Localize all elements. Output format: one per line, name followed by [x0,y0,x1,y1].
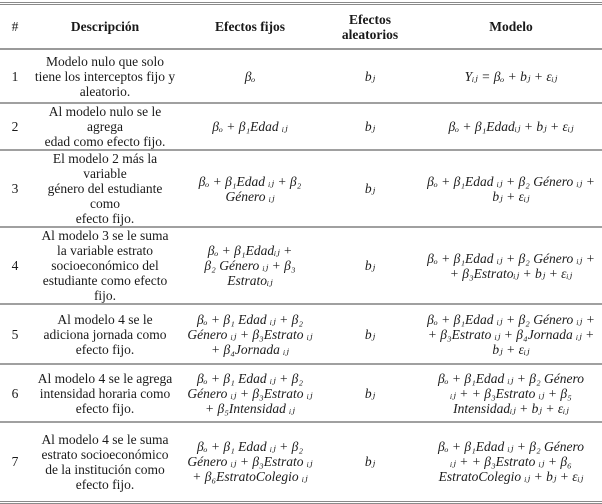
desc-line: Al modelo 4 se le [57,311,153,327]
fixed-line: + β₄Jornada ᵢⱼ [211,341,289,357]
fixed-line: Género ᵢⱼ + β₃Estrato ᵢⱼ [187,454,313,470]
desc-line: intensidad horaria como [39,385,171,401]
desc-line: género del estudiante como [47,181,163,211]
row-number: 3 [0,150,30,227]
description-cell [30,150,180,227]
fixed-line: β₂ Género ᵢⱼ + β₃ [204,258,296,273]
fixed-line: βₒ + β₁Edad ᵢⱼ + β₂ [198,173,302,189]
fixed-effects-cell [180,150,320,227]
desc-line: El modelo 2 más la variable [52,151,158,181]
fixed-effects-cell [180,422,320,502]
fixed-effects-cell [180,364,320,422]
table-row [0,422,602,502]
model-line: EstratoColegio ᵢⱼ + bⱼ + εᵢⱼ [438,469,584,485]
model-cell [420,304,602,364]
desc-line: socioeconómico del [51,258,159,273]
header-model: Modelo [420,4,602,50]
fixed-effects-cell [180,49,320,103]
model-cell [420,364,602,422]
model-line: βₒ + β₁Edad ᵢⱼ + β₂ Género [437,370,585,386]
table-row [0,364,602,422]
desc-line: edad como efecto fijo. [44,134,166,149]
table-row [0,304,602,364]
fixed-line: + β₅Intensidad ᵢⱼ [205,400,295,416]
desc-line: efecto fijo. [75,211,135,226]
model-line: + β₃Estratoᵢⱼ + bⱼ + εᵢⱼ [449,265,573,281]
desc-line: Al modelo 4 se le agrega [37,370,173,386]
header-random-line: Efectos [349,11,391,27]
fixed-line: Estratoᵢⱼ [227,273,273,288]
desc-line: efecto fijo. [75,341,135,357]
desc-line: Al modelo 4 se le suma [41,431,169,447]
fixed-line: βₒ + β₁ Edad ᵢⱼ + β₂ [196,311,304,327]
row-number: 5 [0,304,30,364]
desc-line: Al modelo 3 se le suma [41,228,169,243]
desc-line: la variable estrato [57,243,153,258]
model-line: βₒ + β₁Edad ᵢⱼ + β₂ Género ᵢⱼ + [427,173,595,189]
fixed-line: + β₆EstratoColegio ᵢⱼ [192,469,308,485]
row-number: 7 [0,422,30,502]
model-line: βₒ + β₁Edad ᵢⱼ + β₂ Género ᵢⱼ + [427,250,595,266]
random-effects-cell: bⱼ [320,103,420,150]
header-random-effects [320,4,420,50]
model-cell [420,49,602,103]
row-number: 4 [0,227,30,304]
model-line: Yᵢⱼ = βₒ + bⱼ + εᵢⱼ [464,68,558,84]
fixed-line: βₒ [244,68,256,84]
fixed-line: Género ᵢⱼ + β₃Estrato ᵢⱼ [187,326,313,342]
model-cell [420,227,602,304]
description-cell [30,364,180,422]
desc-line: efecto fijo. [75,400,135,416]
fixed-effects-cell [180,227,320,304]
description-cell [30,304,180,364]
desc-line: efecto fijo. [75,476,135,492]
desc-line: tiene los interceptos fijo y [34,68,176,84]
fixed-line: Género ᵢⱼ + β₃Estrato ᵢⱼ [187,385,313,401]
model-line: bⱼ + εᵢⱼ [492,188,530,204]
model-line: βₒ + β₁Edad ᵢⱼ + β₂ Género [437,439,585,455]
model-cell [420,103,602,150]
description-cell [30,422,180,502]
fixed-line: βₒ + β₁Edad ᵢⱼ [212,119,288,134]
random-effects-cell: bⱼ [320,227,420,304]
table-row [0,103,602,150]
desc-line: estudiante como efecto fijo. [42,273,168,303]
model-line: ᵢⱼ + + β₃Estrato ᵢⱼ + β₆ [450,454,572,470]
model-cell [420,150,602,227]
header-random-line: aleatorios [341,26,399,42]
desc-line: estrato socioeconómico [41,446,169,462]
desc-line: Modelo nulo que solo [45,53,165,69]
random-effects-cell: bⱼ [320,422,420,502]
model-line: + β₃Estrato ᵢⱼ + β₄Jornada ᵢⱼ + [427,326,595,342]
random-effects-cell: bⱼ [320,49,420,103]
fixed-line: Género ᵢⱼ [225,188,275,204]
description-cell [30,49,180,103]
random-effects-cell: bⱼ [320,304,420,364]
fixed-line: βₒ + β₁ Edad ᵢⱼ + β₂ [196,370,304,386]
description-cell [30,227,180,304]
fixed-effects-cell [180,304,320,364]
model-line: bⱼ + εᵢⱼ [492,341,530,357]
table-row [0,150,602,227]
fixed-effects-cell [180,103,320,150]
header-fixed-effects: Efectos fijos [180,4,320,50]
random-effects-cell: bⱼ [320,150,420,227]
desc-line: de la institución como [45,461,165,477]
model-line: βₒ + β₁Edad ᵢⱼ + β₂ Género ᵢⱼ + [427,311,595,327]
model-cell [420,422,602,502]
fixed-line: βₒ + β₁ Edad ᵢⱼ + β₂ [196,439,304,455]
desc-line: Al modelo nulo se le agrega [48,104,162,134]
table-row [0,49,602,103]
model-line: Intensidadᵢⱼ + bⱼ + εᵢⱼ [453,400,569,416]
fixed-line: βₒ + β₁Edadᵢⱼ + [207,243,293,258]
desc-line: adiciona jornada como [43,326,167,342]
model-line: ᵢⱼ + + β₃Estrato ᵢⱼ + β₅ [450,385,572,401]
row-number: 2 [0,103,30,150]
description-cell [30,103,180,150]
row-number: 6 [0,364,30,422]
row-number: 1 [0,49,30,103]
model-line: βₒ + β₁Edadᵢⱼ + bⱼ + εᵢⱼ [448,119,574,134]
desc-line: aleatorio. [79,83,131,99]
header-row [0,4,602,50]
header-num: # [0,4,30,50]
models-table [0,2,602,504]
table-row [0,227,602,304]
header-description: Descripción [30,4,180,50]
random-effects-cell: bⱼ [320,364,420,422]
